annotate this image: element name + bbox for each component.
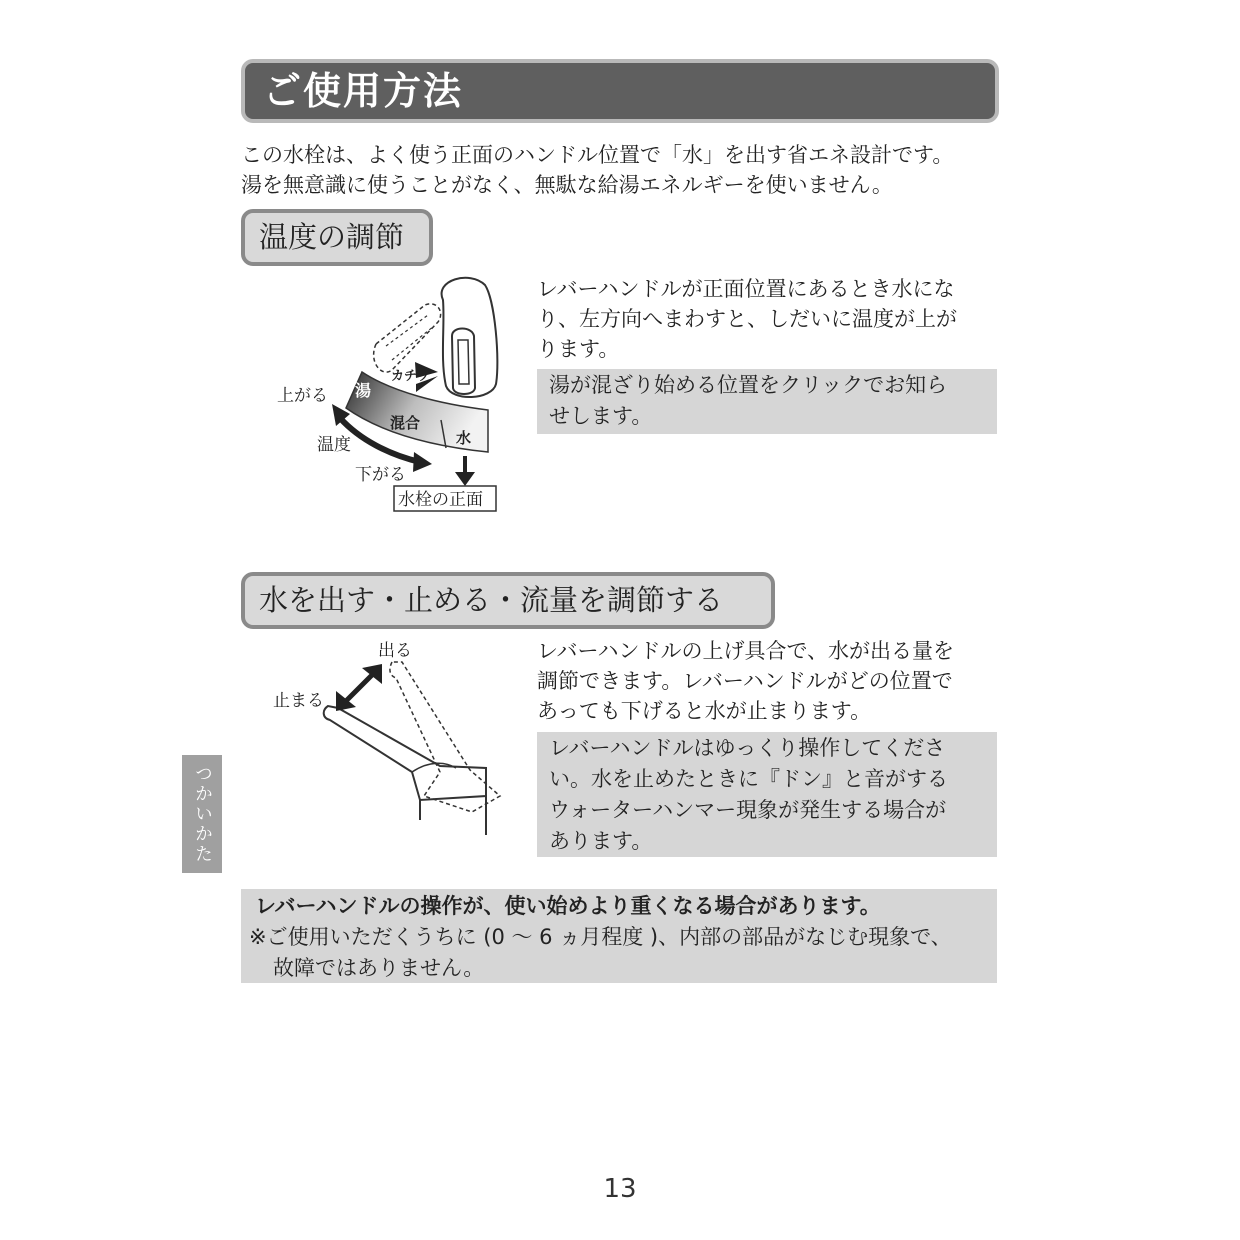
temperature-note — [537, 369, 997, 434]
front-label: 水栓の正面 — [398, 490, 483, 510]
caution-line: ※ご使用いただくうちに (0 ～ 6 ヵ月程度 )、内部の部品がなじむ現象で、 — [249, 925, 952, 949]
note-line: あります。 — [549, 829, 653, 853]
description-line: 調節できます。レバーハンドルがどの位置で — [537, 669, 953, 693]
note-line: い。水を止めたときに『ドン』と音がする — [549, 767, 948, 791]
hot-label: 湯 — [355, 381, 372, 400]
temperature-heading: 温度の調節 — [241, 209, 433, 266]
caution-line: レバーハンドルの操作が、使い始めより重くなる場合があります。 — [255, 894, 881, 918]
description-line: レバーハンドルの上げ具合で、水が出る量を — [537, 639, 955, 663]
intro-text — [241, 140, 1021, 200]
water-label: 水 — [456, 429, 472, 447]
description-line: ります。 — [537, 337, 620, 361]
temp-up-label: 上がる — [277, 386, 328, 406]
rotated-handle-outline — [374, 304, 441, 372]
description-line: レバーハンドルが正面位置にあるとき水にな — [537, 277, 955, 301]
flow-note — [537, 732, 997, 857]
caution-note — [241, 889, 997, 983]
flow-off-label: 止まる — [273, 691, 324, 711]
description-line: り、左方向へまわすと、しだいに温度が上が — [537, 307, 957, 331]
note-line: 湯が混ざり始める位置をクリックでお知ら — [549, 373, 948, 397]
temperature-description — [537, 274, 1007, 364]
flow-on-label: 出る — [378, 641, 412, 661]
intro-line: 湯を無意識に使うことがなく、無駄な給湯エネルギーを使いません。 — [241, 173, 893, 197]
click-label: カチッ — [391, 369, 430, 384]
temperature-diagram — [270, 272, 510, 517]
description-line: あっても下げると水が止まります。 — [537, 699, 872, 723]
page-title: ご使用方法 — [241, 59, 999, 123]
flow-description — [537, 636, 1007, 726]
note-line: レバーハンドルはゆっくり操作してくださ — [549, 736, 946, 760]
front-arrow — [455, 472, 475, 486]
lever-handle — [324, 706, 486, 800]
side-tab: つかいかた — [182, 755, 222, 873]
temp-down-label: 下がる — [355, 465, 406, 485]
flow-diagram — [268, 636, 508, 841]
page-number: 13 — [603, 1174, 637, 1204]
caution-line: 故障ではありません。 — [273, 956, 485, 980]
faucet-slot — [458, 340, 469, 384]
temp-label: 温度 — [317, 435, 351, 455]
intro-line: この水栓は、よく使う正面のハンドル位置で「水」を出す省エネ設計です。 — [241, 143, 954, 167]
note-line: ウォーターハンマー現象が発生する場合が — [549, 798, 947, 822]
note-line: せします。 — [549, 404, 653, 428]
mix-label: 混合 — [390, 414, 421, 432]
flow-heading: 水を出す・止める・流量を調節する — [241, 572, 775, 629]
